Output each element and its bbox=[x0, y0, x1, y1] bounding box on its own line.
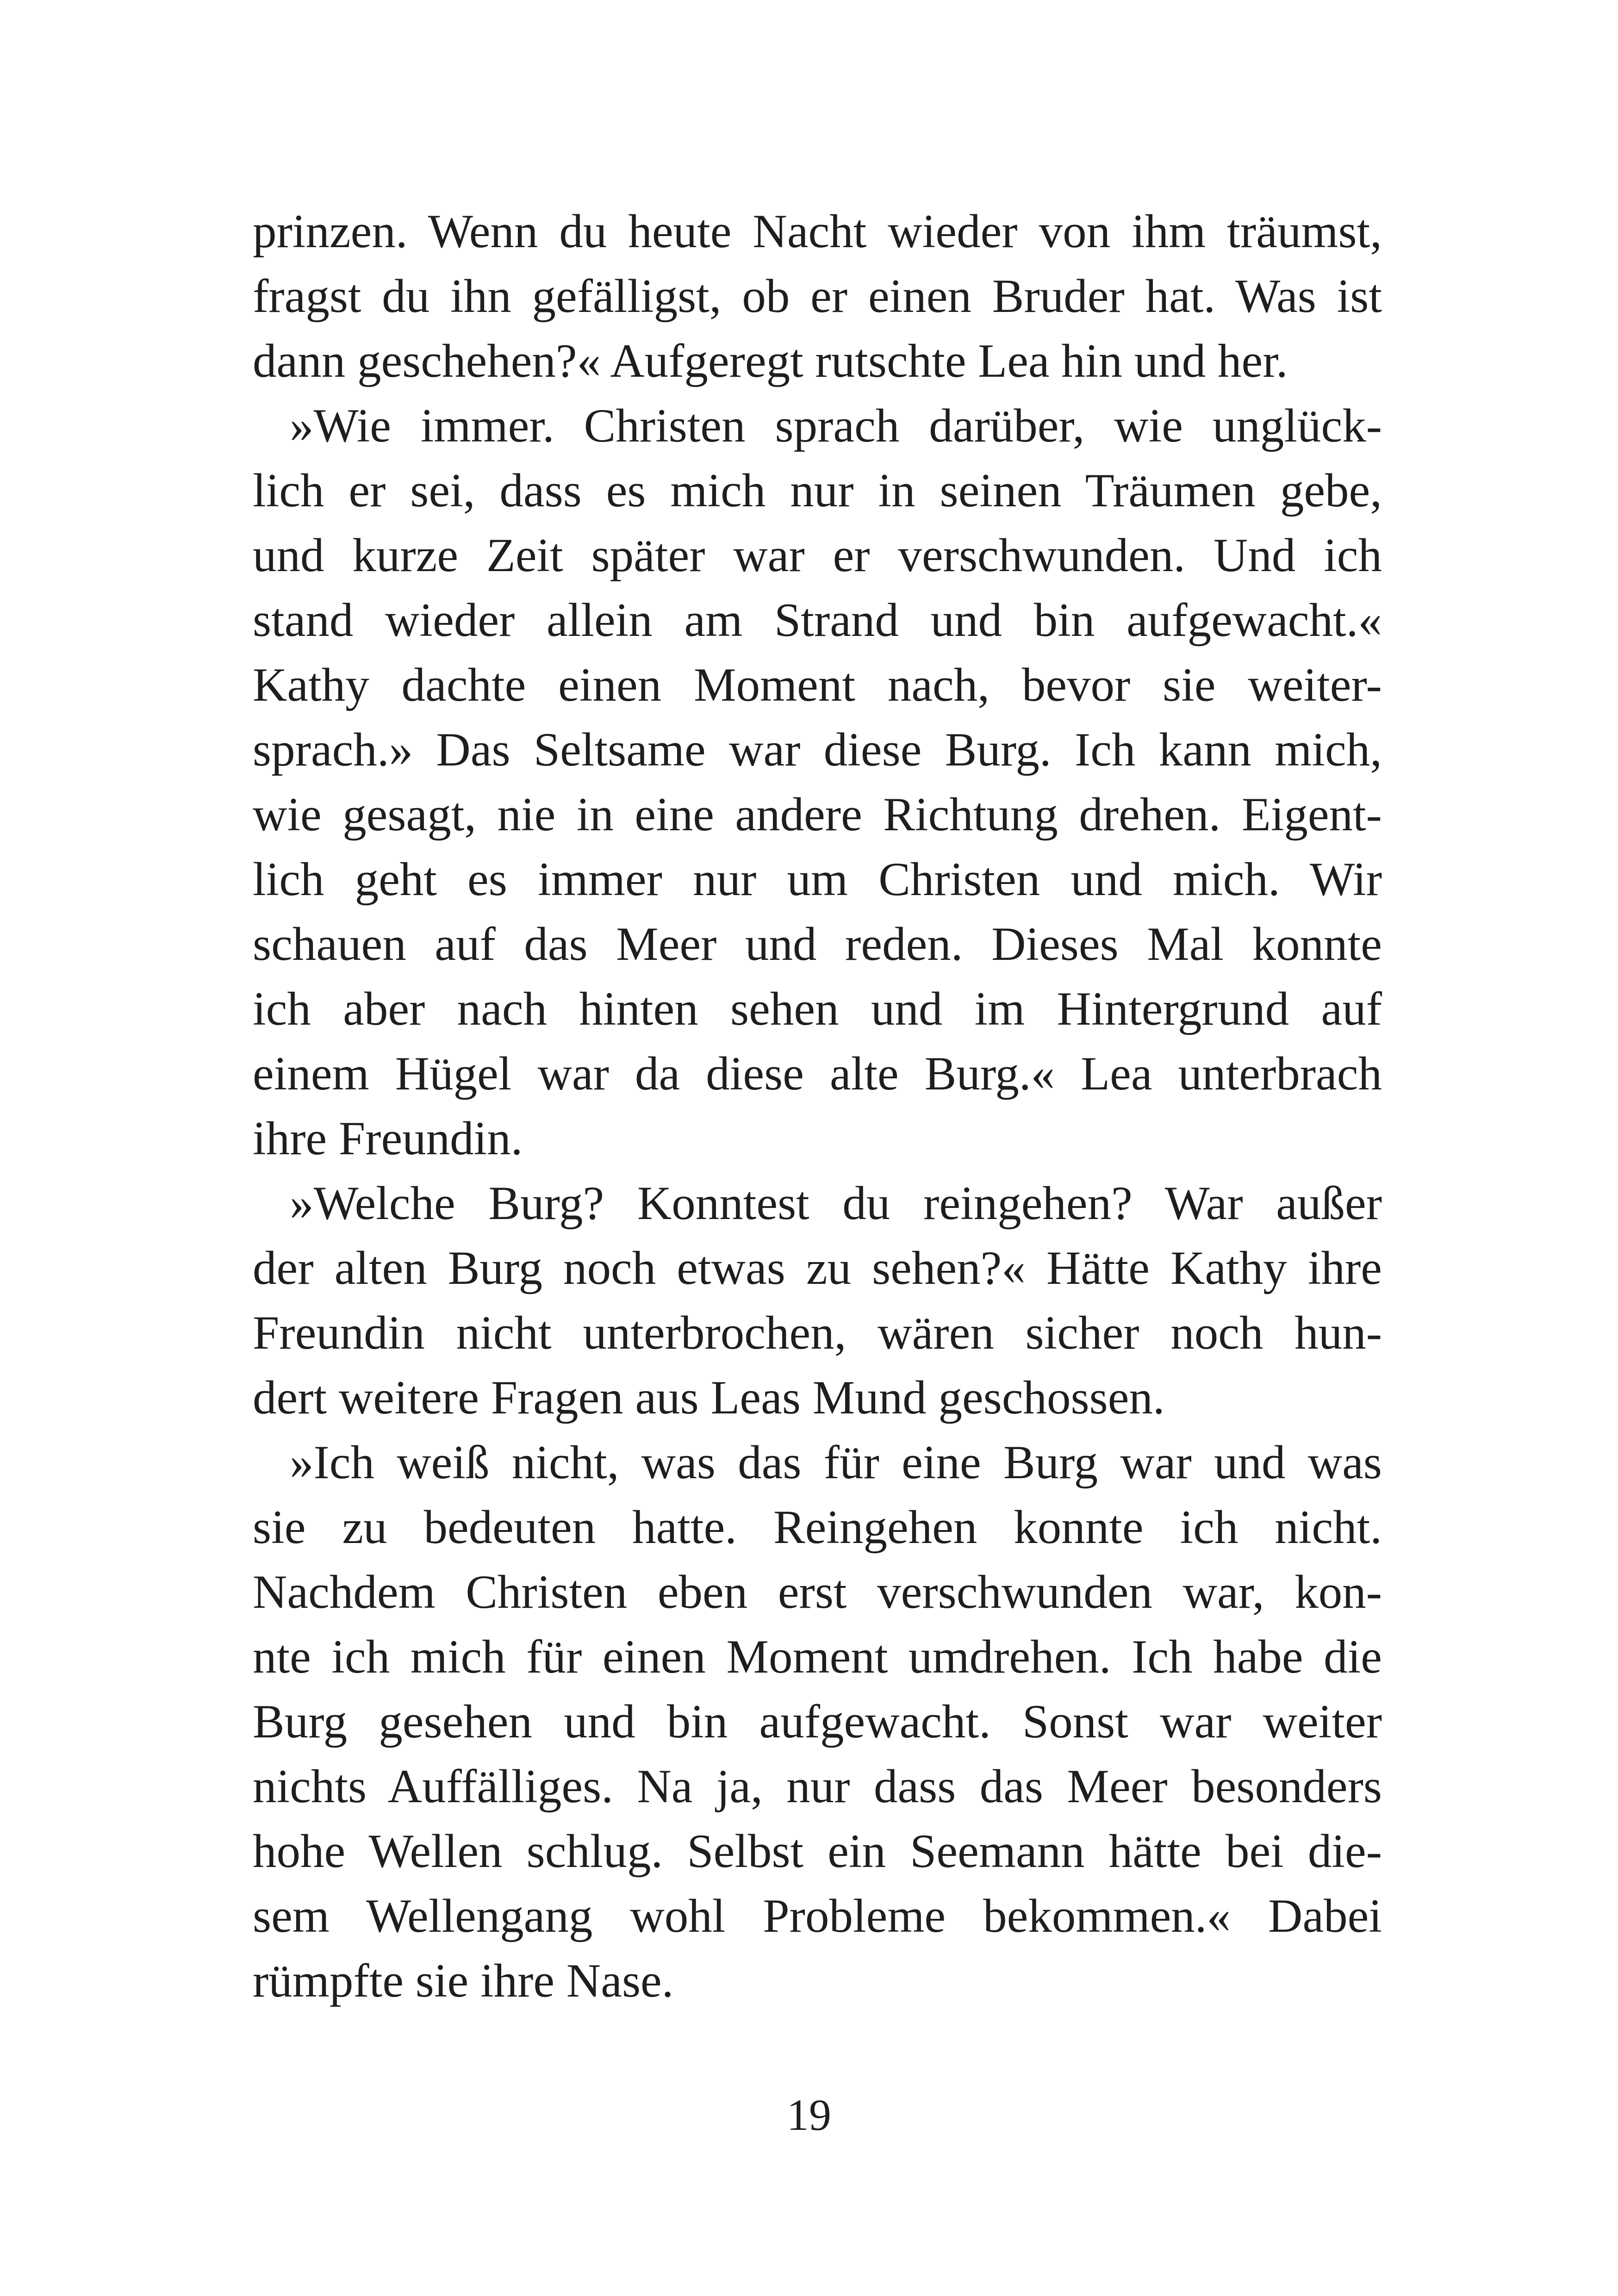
body-text bbox=[253, 199, 1382, 2013]
paragraph bbox=[253, 393, 1382, 1171]
text-line: »Wie immer. Christen sprach darüber, wie unglück- bbox=[290, 399, 1382, 452]
text-line: einem Hügel war da diese alte Burg.« Lea unterbrach bbox=[253, 1047, 1382, 1100]
text-line: nte ich mich für einen Moment umdrehen. Ich habe die bbox=[253, 1630, 1382, 1683]
text-line: ihre Freundin. bbox=[253, 1112, 523, 1165]
text-line: sie zu bedeuten hatte. Reingehen konnte ich nicht. bbox=[253, 1501, 1382, 1554]
paragraph bbox=[253, 1430, 1382, 2013]
text-line: lich geht es immer nur um Christen und mich. Wir bbox=[253, 853, 1382, 906]
text-line: dert weitere Fragen aus Leas Mund geschossen. bbox=[253, 1371, 1165, 1424]
text-line: wie gesagt, nie in eine andere Richtung drehen. Eigent- bbox=[253, 788, 1382, 841]
text-line: Burg gesehen und bin aufgewacht. Sonst war weiter bbox=[253, 1695, 1382, 1748]
text-line: der alten Burg noch etwas zu sehen?« Hätte Kathy ihre bbox=[253, 1242, 1382, 1294]
paragraph bbox=[253, 199, 1382, 393]
paragraph bbox=[253, 1171, 1382, 1430]
text-line: und kurze Zeit später war er verschwunden. Und ich bbox=[253, 529, 1382, 582]
text-line: stand wieder allein am Strand und bin aufgewacht.« bbox=[253, 594, 1382, 647]
text-line: fragst du ihn gefälligst, ob er einen Bruder hat. Was ist bbox=[253, 270, 1382, 323]
text-line: lich er sei, dass es mich nur in seinen Träumen gebe, bbox=[253, 464, 1382, 517]
text-line: rümpfte sie ihre Nase. bbox=[253, 1954, 674, 2007]
text-line: prinzen. Wenn du heute Nacht wieder von ihm träumst, bbox=[253, 205, 1382, 258]
text-line: nichts Auffälliges. Na ja, nur dass das Meer besonders bbox=[253, 1760, 1382, 1813]
text-line: ich aber nach hinten sehen und im Hintergrund auf bbox=[253, 983, 1382, 1035]
text-line: sem Wellengang wohl Probleme bekommen.« Dabei bbox=[253, 1890, 1382, 1942]
text-line: Freundin nicht unterbrochen, wären sicher noch hun- bbox=[253, 1307, 1382, 1359]
text-line: hohe Wellen schlug. Selbst ein Seemann hätte bei die- bbox=[253, 1825, 1382, 1878]
text-line: »Ich weiß nicht, was das für eine Burg war und was bbox=[290, 1436, 1382, 1489]
text-line: Kathy dachte einen Moment nach, bevor sie weiter- bbox=[253, 659, 1382, 711]
text-line: »Welche Burg? Konntest du reingehen? War außer bbox=[290, 1177, 1382, 1230]
text-line: Nachdem Christen eben erst verschwunden war, kon- bbox=[253, 1566, 1382, 1618]
text-line: schauen auf das Meer und reden. Dieses Mal konnte bbox=[253, 918, 1382, 971]
text-line: dann geschehen?« Aufgeregt rutschte Lea hin und her. bbox=[253, 335, 1288, 387]
page-number: 19 bbox=[787, 2090, 831, 2140]
text-line: sprach.» Das Seltsame war diese Burg. Ich kann mich, bbox=[253, 723, 1382, 776]
